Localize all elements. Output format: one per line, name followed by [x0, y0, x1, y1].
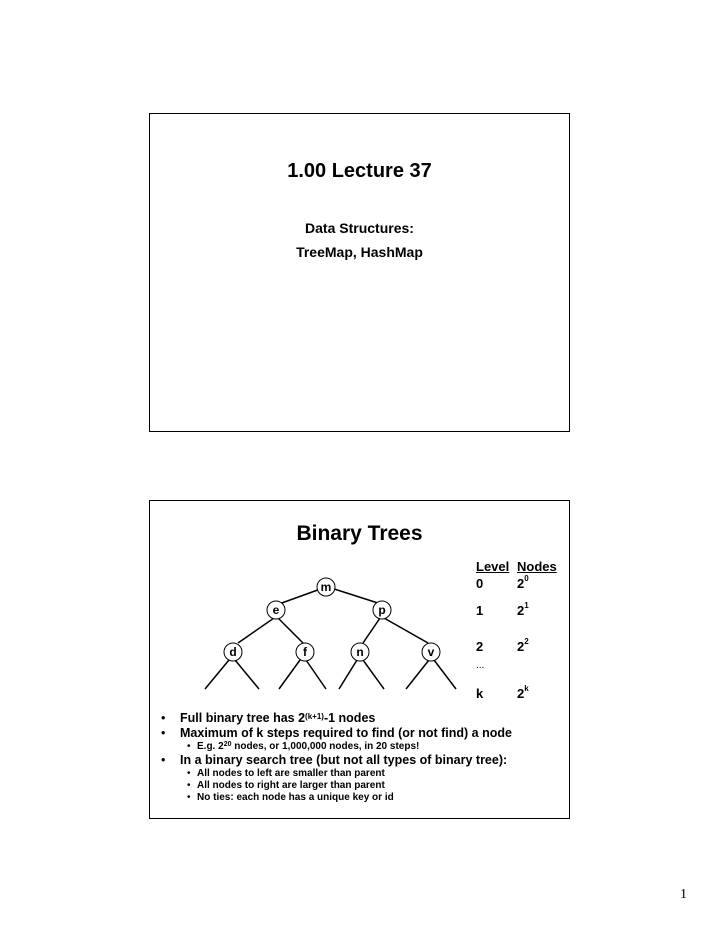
tree-edge [363, 660, 384, 689]
tree-edge [384, 618, 428, 643]
tree-node-label: d [229, 645, 237, 659]
tree-edge [205, 660, 229, 689]
slide-title [149, 113, 570, 432]
subtitle-line-2: TreeMap, HashMap [296, 244, 423, 260]
slide-binary-trees [149, 500, 570, 819]
tree-edge [306, 660, 326, 689]
tree-edge [339, 660, 357, 689]
bullet-full-tree: • Full binary tree has $2^{(k+1)}-1$ nodes [161, 711, 566, 726]
nodes-value: 2$^k$ [517, 684, 529, 701]
tree-edge [363, 618, 380, 643]
tree-edge [328, 587, 381, 604]
level-value: 2 [476, 639, 484, 654]
tree-edge [235, 660, 259, 689]
lecture-title: 1.00 Lecture 37 [287, 160, 432, 182]
table-ellipsis: ... [476, 660, 485, 671]
bullet-bst: • In a binary search tree (but not all types of binary tree): [161, 753, 566, 768]
tree-node-label: n [356, 645, 364, 659]
tree-node-label: v [427, 645, 435, 659]
sub-bullet-left: • All nodes to left are smaller than parent [161, 768, 566, 780]
tree-edge [238, 618, 274, 643]
level-value: 0 [476, 576, 484, 591]
tree-node-label: e [272, 603, 280, 617]
bullet-list [161, 711, 566, 804]
tree-edge [434, 660, 456, 689]
bullet-max-steps: • Maximum of k steps required to find (or not find) a node [161, 726, 566, 741]
tree-edge [278, 618, 303, 643]
tree-node-label: m [320, 580, 332, 594]
tree-edge [406, 660, 429, 689]
subtitle-line-1: Data Structures: [305, 220, 414, 236]
level-header: Level [476, 559, 510, 574]
tree-node-label: f [303, 645, 307, 659]
nodes-header: Nodes [517, 559, 557, 574]
sub-bullet-example: • E.g. $2^{20}$ nodes, or 1,000,000 nodes, in 20 steps! [161, 741, 566, 753]
level-value: k [476, 686, 484, 701]
tree-node-label: p [378, 603, 386, 617]
nodes-value: $2^0$ [517, 574, 529, 591]
sub-bullet-no-ties: • No ties: each node has a unique key or id [161, 792, 566, 804]
slide-title-binary-trees: Binary Trees [296, 522, 423, 545]
sub-bullet-right: • All nodes to right are larger than parent [161, 780, 566, 792]
nodes-value: $2^2$ [517, 637, 529, 654]
tree-edge [279, 660, 300, 689]
page-number: 1 [680, 887, 687, 902]
nodes-value: $2^1$ [517, 601, 529, 618]
level-value: 1 [476, 603, 484, 618]
